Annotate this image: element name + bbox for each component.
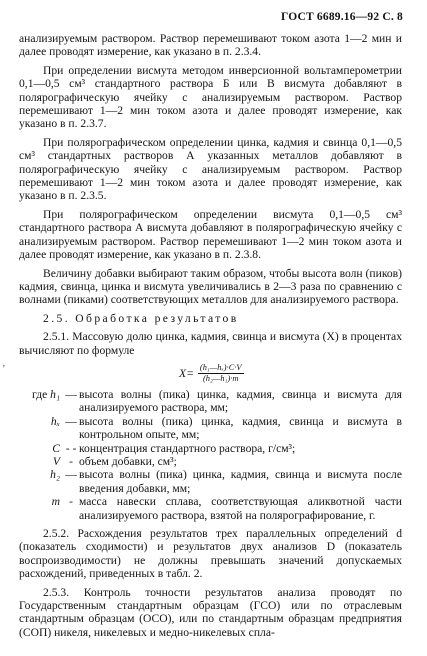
formula-lhs: X=: [179, 366, 194, 380]
legend-symbol: C: [52, 441, 60, 455]
paragraph-discrepancies: 2.5.2. Расхождения результатов трех параллельных определений d (показатель сходимости) и результатов двух анализов D (показатель воспроизводимости) не должны превышать значений допускаемых расхождений, приведенных в табл. 2.: [19, 527, 402, 581]
formula-legend: [19, 388, 402, 522]
paragraph-accuracy-control: 2.5.3. Контроль точности результатов анализа проводят по Государственным стандартным образцам (ГСО) или по отраслевым стандартным образцам (ОСО), или по стандартным образцам предприятия (СОП) никеля, никелевых и медно-никелевых спла-: [19, 585, 402, 639]
formula-denominator: (h₂—h₁)·m: [203, 373, 239, 383]
legend-definition: высота волны (пика) цинка, кадмия, свинца и висмута после введения добавки, мм;: [79, 468, 402, 495]
paragraph-addition-size: Величину добавки выбирают таким образом, чтобы высота волн (пиков) кадмия, свинца, цинка и висмута увеличивались в 2—3 раза по сравнению с волнами (пиками) соответствующих металлов для анализируемого раствора.: [19, 266, 402, 307]
legend-definition: высота волны (пика) цинка, кадмия, свинца и висмута для анализируемого раствора, мм;: [79, 387, 402, 415]
paragraph-mass-fraction: 2.5.1. Массовую долю цинка, кадмия, свинца и висмута (X) в процентах вычисляют по формуле: [19, 330, 402, 357]
legend-row: [19, 415, 402, 442]
legend-definition: концентрация стандартного раствора, г/см³;: [79, 441, 296, 455]
legend-row: [19, 468, 402, 495]
paragraph-bismuth-inversion: При определении висмута методом инверсионной вольтамперометрии 0,1—0,5 см³ стандартного раствора Б или В висмута добавляют в полярографическую ячейку с анализируемым раствором. Раствор перемешивают 1—2 мин током азота и далее проводят измерение, как указано в п. 2.3.7.: [19, 63, 402, 131]
legend-definition: масса навески сплава, соответствующая аликвотной части анализируемого раствора, взятой на полярографирование, г.: [79, 495, 402, 522]
legend-where: где: [32, 387, 48, 401]
paragraph-continuation: анализируемым раствором. Раствор перемешивают током азота 1—2 мин и далее проводят измерение, как указано в п. 2.3.4.: [19, 32, 402, 59]
legend-separator: - -: [65, 441, 77, 455]
legend-symbol: h₂: [50, 468, 60, 482]
legend-separator: —: [65, 387, 77, 401]
document-body: [19, 32, 402, 639]
legend-symbol: V: [52, 454, 60, 468]
legend-row: [19, 495, 402, 522]
legend-separator: -: [69, 495, 73, 509]
page-header: ГОСТ 6689.16—92 С. 8: [280, 11, 403, 23]
legend-symbol: m: [51, 495, 60, 509]
legend-separator: —: [65, 414, 77, 428]
paragraph-zinc-cadmium-lead: При полярографическом определении цинка, кадмия и свинца 0,1—0,5 см³ стандартных растворов А указанных металлов добавляют в полярографическую ячейку с анализируемым раствором. Раствор перемешивают 1—2 мин током азота и далее проводят измерение, как указано в п. 2.3.5.: [19, 135, 402, 203]
legend-symbol-text: h₁: [50, 387, 60, 401]
legend-definition: высота волны (пика) цинка, кадмия, свинца и висмута в контрольном опыте, мм;: [79, 414, 402, 442]
legend-row: [19, 388, 402, 415]
formula: [19, 363, 402, 384]
paragraph-bismuth-polarographic: При полярографическом определении висмута 0,1—0,5 см³ стандартного раствора А висмута добавляют в полярографическую ячейку с анализируемым раствором. Раствор перемешивают 1—2 мин током азота и далее проводят измерение, как указано в п. 2.3.8.: [19, 207, 402, 262]
legend-symbol: [19, 388, 63, 415]
legend-symbol: hₓ: [50, 414, 60, 428]
legend-row: [19, 442, 402, 455]
formula-numerator: (h₁—hₓ)·C·V: [199, 362, 242, 372]
legend-definition: объем добавки, см³;: [79, 454, 177, 468]
formula-fraction: [198, 363, 244, 384]
legend-separator: —: [65, 468, 77, 482]
section-heading: 2.5. Обработка результатов: [43, 311, 239, 325]
legend-row: [19, 455, 402, 468]
legend-separator: -: [69, 454, 73, 468]
margin-mark: ': [3, 364, 5, 375]
